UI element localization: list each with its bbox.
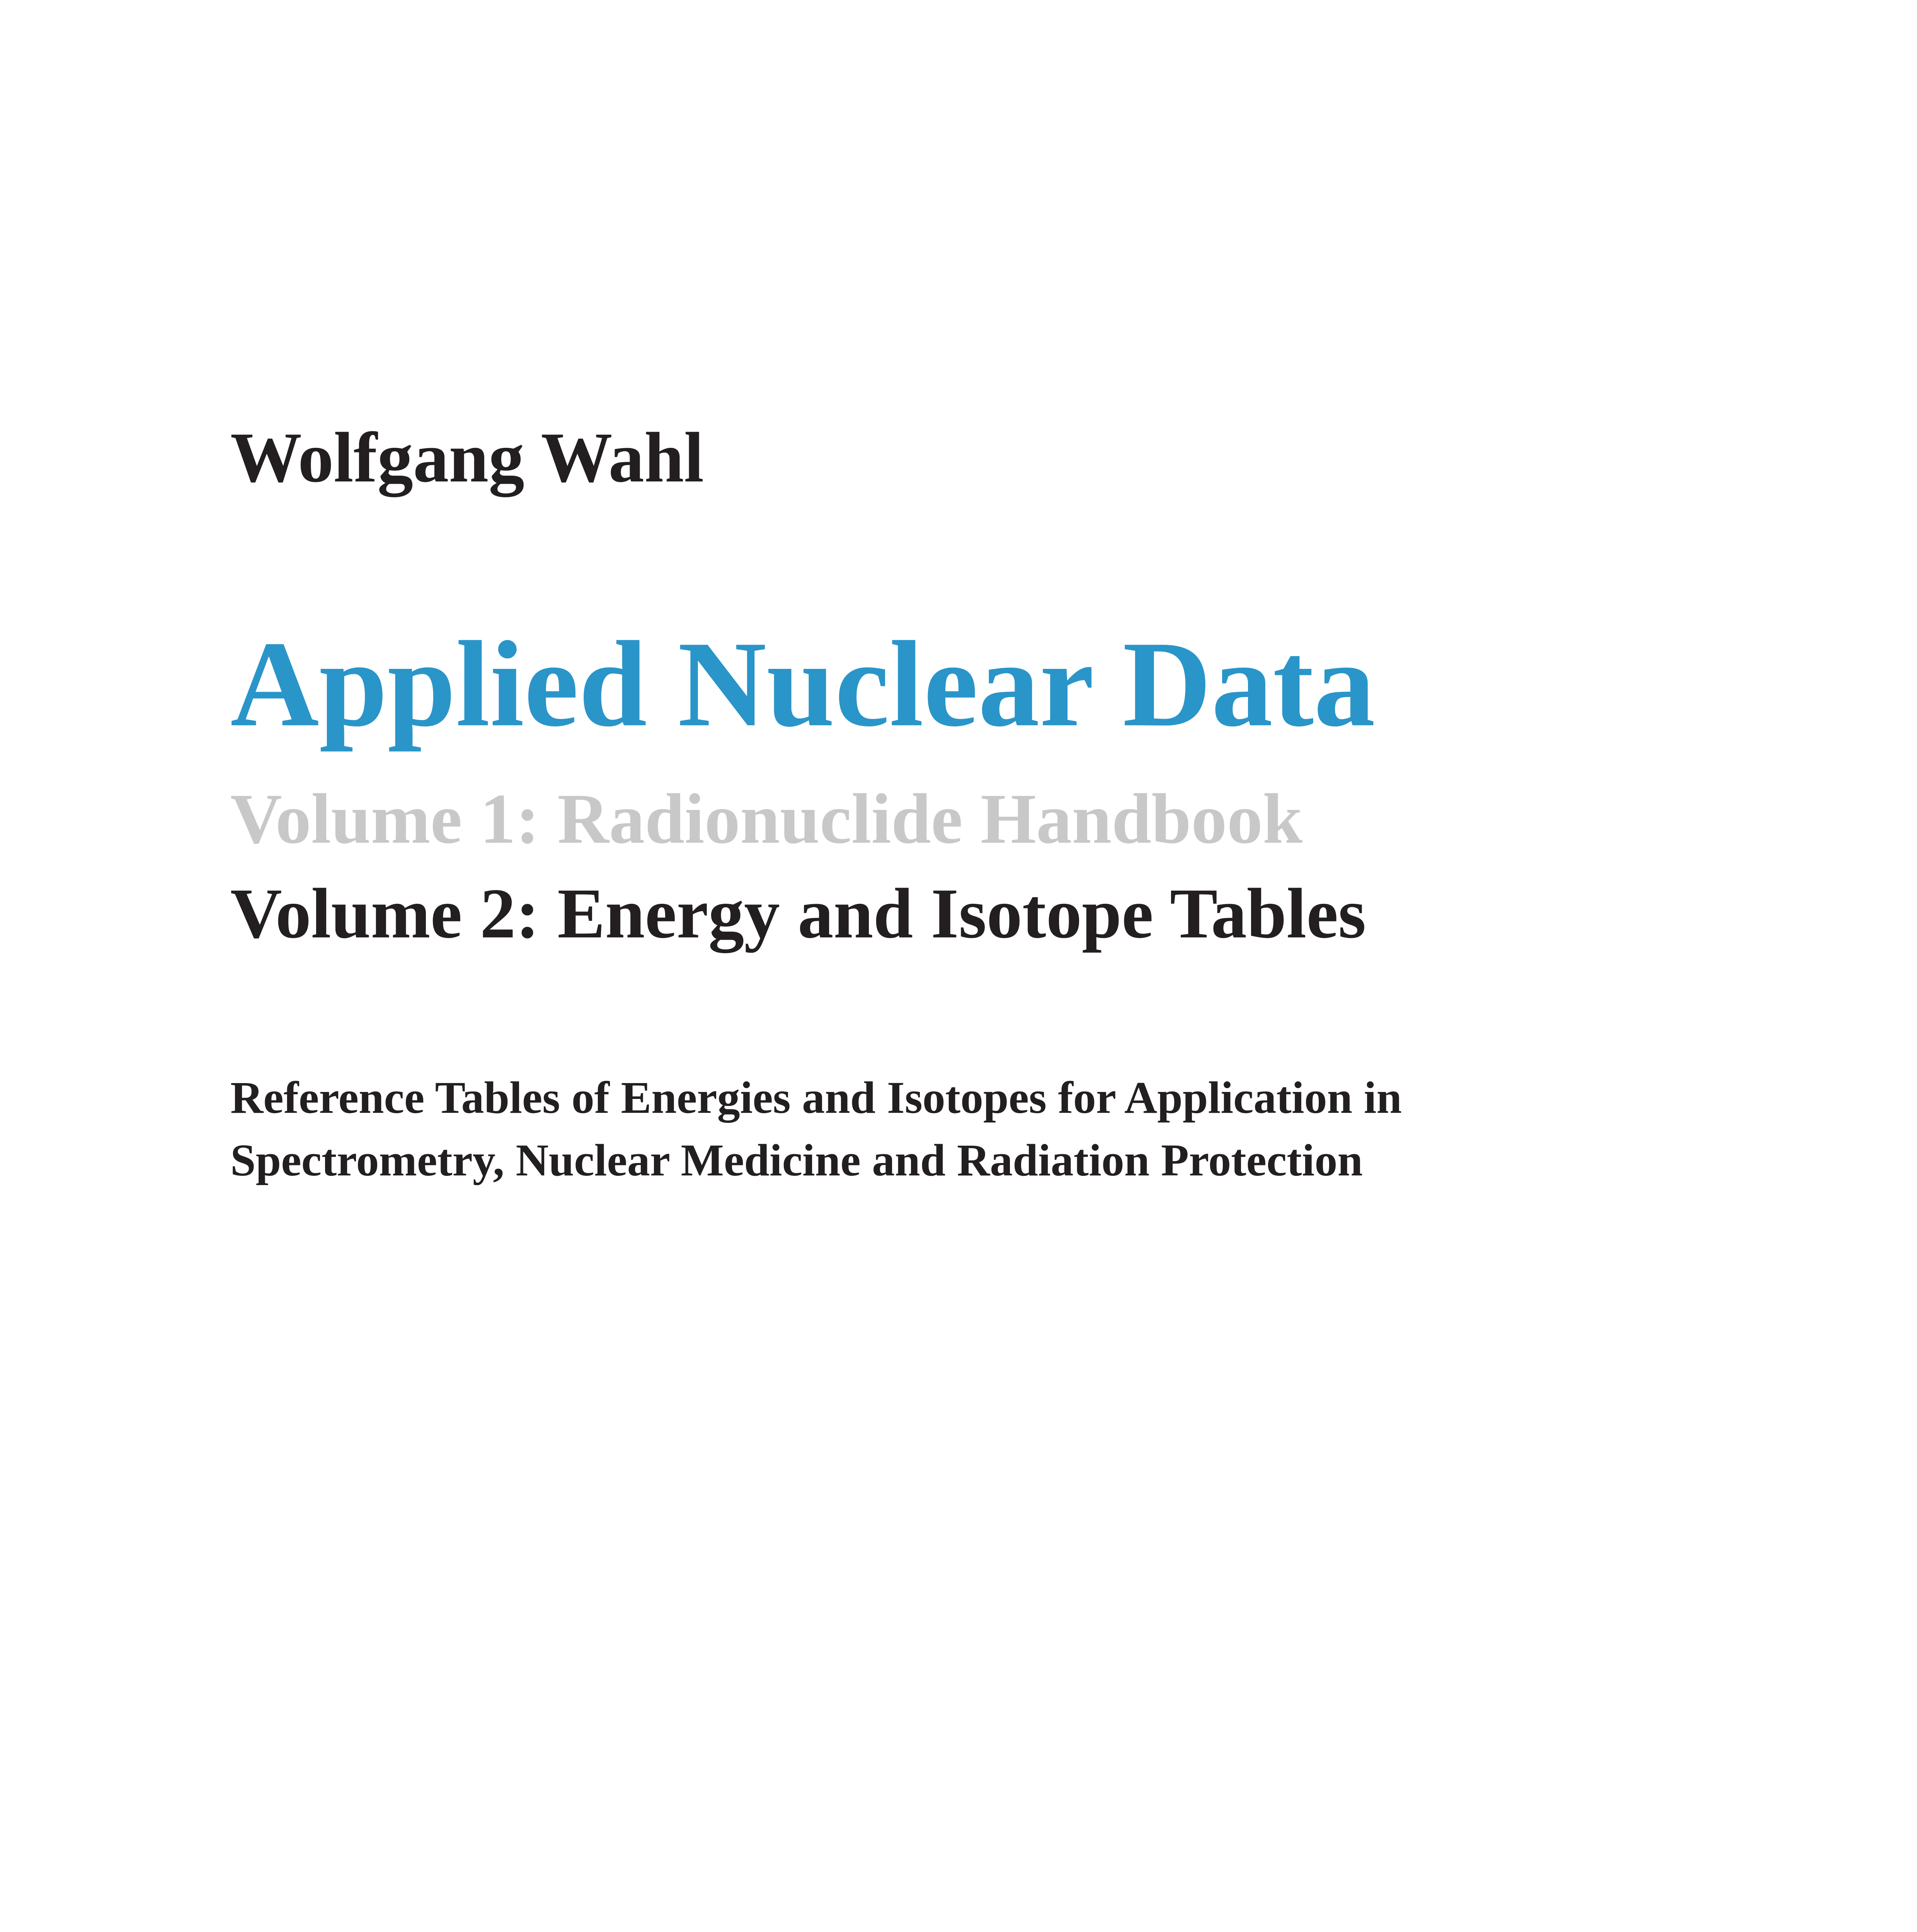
volume-2-label: Volume 2: Energy and Isotope Tables	[230, 874, 1366, 953]
volume-1-label: Volume 1: Radionuclide Handbook	[230, 779, 1303, 859]
subtitle	[230, 1066, 1402, 1192]
subtitle-line-2: Spectrometry, Nuclear Medicine and Radiation Protection	[230, 1135, 1363, 1185]
book-title: Applied Nuclear Data	[230, 616, 1376, 752]
author-name: Wolfgang Wahl	[230, 418, 704, 497]
subtitle-line-1: Reference Tables of Energies and Isotopes for Application in	[230, 1072, 1402, 1123]
